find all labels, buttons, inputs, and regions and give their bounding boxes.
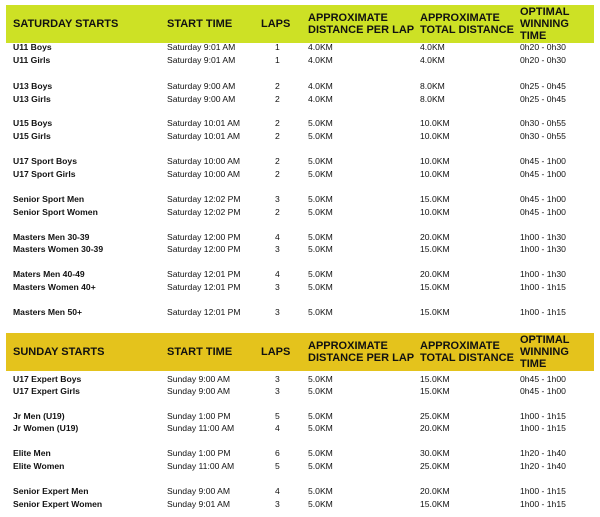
laps-cell: 4 — [275, 232, 280, 242]
total-distance-cell: 10.0KM — [420, 118, 450, 128]
laps-cell: 2 — [275, 156, 280, 166]
distance-per-lap-cell: 4.0KM — [308, 42, 333, 52]
total-distance-cell: 25.0KM — [420, 411, 450, 421]
start-time-cell: Saturday 12:01 PM — [167, 269, 241, 279]
category-cell: U13 Boys — [13, 81, 53, 91]
total-distance-cell: 15.0KM — [420, 244, 450, 254]
laps-cell: 2 — [275, 94, 280, 104]
distance-per-lap-cell: 5.0KM — [308, 282, 333, 292]
distance-per-lap-cell: 5.0KM — [308, 131, 333, 141]
laps-cell: 3 — [275, 244, 280, 254]
total-distance-cell: 15.0KM — [420, 499, 450, 509]
table-row — [0, 385, 600, 397]
sunday-starts-heading: SUNDAY STARTS — [13, 346, 105, 358]
category-cell: Masters Men 50+ — [13, 307, 83, 317]
start-time-cell: Sunday 11:00 AM — [167, 423, 235, 433]
table-row — [0, 193, 600, 205]
start-time-cell: Saturday 9:01 AM — [167, 42, 236, 52]
total-distance-cell: 8.0KM — [420, 94, 445, 104]
winning-time-cell: 0h45 - 1h00 — [520, 374, 566, 384]
distance-per-lap-cell: 5.0KM — [308, 411, 333, 421]
category-cell: U11 Girls — [13, 55, 51, 65]
winning-time-cell: 0h45 - 1h00 — [520, 386, 566, 396]
start-time-cell: Sunday 9:01 AM — [167, 499, 231, 509]
category-cell: U15 Boys — [13, 118, 53, 128]
winning-time-cell: 1h00 - 1h15 — [520, 282, 566, 292]
laps-cell: 4 — [275, 486, 280, 496]
sunday-header-bar — [6, 333, 594, 371]
start-time-cell: Sunday 11:00 AM — [167, 461, 235, 471]
total-distance-cell: 20.0KM — [420, 486, 450, 496]
total-distance-cell: 15.0KM — [420, 194, 450, 204]
total-distance-cell: 15.0KM — [420, 386, 450, 396]
winning-time-cell: 0h30 - 0h55 — [520, 118, 566, 128]
table-row — [0, 268, 600, 280]
start-time-cell: Saturday 10:00 AM — [167, 169, 241, 179]
laps-cell: 1 — [275, 42, 280, 52]
total-distance-cell: 20.0KM — [420, 232, 450, 242]
laps-cell: 3 — [275, 374, 280, 384]
table-row — [0, 155, 600, 167]
start-time-cell: Saturday 9:00 AM — [167, 81, 236, 91]
start-time-cell: Saturday 10:01 AM — [167, 131, 241, 141]
start-time-cell: Sunday 9:00 AM — [167, 386, 231, 396]
distance-per-lap-heading: APPROXIMATE DISTANCE PER LAP — [308, 340, 415, 364]
category-cell: U17 Sport Girls — [13, 169, 76, 179]
saturday-header-bar — [6, 5, 594, 43]
winning-time-cell: 1h20 - 1h40 — [520, 461, 566, 471]
distance-per-lap-cell: 4.0KM — [308, 94, 333, 104]
distance-per-lap-cell: 5.0KM — [308, 499, 333, 509]
category-cell: Masters Women 30-39 — [13, 244, 104, 254]
distance-per-lap-cell: 5.0KM — [308, 374, 333, 384]
table-row — [0, 243, 600, 255]
total-distance-cell: 10.0KM — [420, 131, 450, 141]
table-row — [0, 206, 600, 218]
start-time-cell: Saturday 12:01 PM — [167, 307, 241, 317]
total-distance-cell: 20.0KM — [420, 423, 450, 433]
distance-per-lap-cell: 5.0KM — [308, 486, 333, 496]
total-distance-cell: 8.0KM — [420, 81, 445, 91]
category-cell: Maters Men 40-49 — [13, 269, 85, 279]
winning-time-cell: 1h00 - 1h15 — [520, 499, 566, 509]
category-cell: Senior Expert Women — [13, 499, 103, 509]
laps-cell: 3 — [275, 282, 280, 292]
total-distance-heading: APPROXIMATE TOTAL DISTANCE — [420, 12, 514, 36]
category-cell: Senior Sport Men — [13, 194, 85, 204]
table-row — [0, 80, 600, 92]
distance-per-lap-cell: 5.0KM — [308, 169, 333, 179]
distance-per-lap-cell: 5.0KM — [308, 156, 333, 166]
start-time-heading: START TIME — [167, 346, 233, 358]
laps-cell: 5 — [275, 411, 280, 421]
start-time-cell: Saturday 10:00 AM — [167, 156, 241, 166]
category-cell: U13 Girls — [13, 94, 51, 104]
category-cell: Jr Men (U19) — [13, 411, 65, 421]
category-cell: U11 Boys — [13, 42, 52, 52]
start-time-cell: Saturday 12:02 PM — [167, 207, 241, 217]
winning-time-cell: 0h20 - 0h30 — [520, 42, 566, 52]
winning-time-cell: 1h20 - 1h40 — [520, 448, 566, 458]
category-cell: U15 Girls — [13, 131, 51, 141]
table-row — [0, 281, 600, 293]
laps-cell: 2 — [275, 207, 280, 217]
table-row — [0, 117, 600, 129]
distance-per-lap-cell: 5.0KM — [308, 307, 333, 317]
start-time-cell: Sunday 1:00 PM — [167, 448, 231, 458]
total-distance-cell: 4.0KM — [420, 42, 445, 52]
total-distance-cell: 15.0KM — [420, 307, 450, 317]
start-time-cell: Saturday 12:00 PM — [167, 232, 241, 242]
distance-per-lap-cell: 5.0KM — [308, 232, 333, 242]
winning-time-cell: 1h00 - 1h15 — [520, 423, 566, 433]
winning-time-cell: 1h00 - 1h30 — [520, 232, 566, 242]
table-row — [0, 168, 600, 180]
saturday-starts-heading: SATURDAY STARTS — [13, 18, 119, 30]
winning-time-cell: 0h20 - 0h30 — [520, 55, 566, 65]
table-row — [0, 54, 600, 66]
laps-cell: 3 — [275, 499, 280, 509]
laps-cell: 2 — [275, 81, 280, 91]
winning-time-cell: 0h45 - 1h00 — [520, 169, 566, 179]
distance-per-lap-cell: 5.0KM — [308, 269, 333, 279]
total-distance-cell: 15.0KM — [420, 374, 450, 384]
laps-cell: 3 — [275, 307, 280, 317]
table-row — [0, 41, 600, 53]
laps-heading: LAPS — [261, 346, 291, 358]
category-cell: Masters Men 30-39 — [13, 232, 90, 242]
distance-per-lap-cell: 5.0KM — [308, 386, 333, 396]
category-cell: Senior Expert Men — [13, 486, 89, 496]
winning-time-cell: 1h00 - 1h15 — [520, 307, 566, 317]
total-distance-cell: 20.0KM — [420, 269, 450, 279]
winning-time-heading: OPTIMAL WINNING TIME — [520, 6, 570, 42]
category-cell: Elite Women — [13, 461, 65, 471]
laps-cell: 4 — [275, 269, 280, 279]
winning-time-cell: 0h25 - 0h45 — [520, 81, 566, 91]
start-time-cell: Saturday 10:01 AM — [167, 118, 241, 128]
category-cell: U17 Expert Boys — [13, 374, 82, 384]
start-time-heading: START TIME — [167, 18, 233, 30]
table-row — [0, 460, 600, 472]
winning-time-cell: 0h45 - 1h00 — [520, 207, 566, 217]
total-distance-cell: 10.0KM — [420, 207, 450, 217]
start-time-cell: Saturday 12:00 PM — [167, 244, 241, 254]
total-distance-cell: 30.0KM — [420, 448, 450, 458]
distance-per-lap-cell: 4.0KM — [308, 55, 333, 65]
total-distance-cell: 25.0KM — [420, 461, 450, 471]
laps-cell: 3 — [275, 194, 280, 204]
table-row — [0, 410, 600, 422]
laps-cell: 2 — [275, 118, 280, 128]
total-distance-cell: 10.0KM — [420, 156, 450, 166]
winning-time-cell: 1h00 - 1h30 — [520, 244, 566, 254]
distance-per-lap-cell: 4.0KM — [308, 81, 333, 91]
category-cell: Senior Sport Women — [13, 207, 98, 217]
laps-cell: 2 — [275, 169, 280, 179]
start-time-cell: Sunday 1:00 PM — [167, 411, 231, 421]
laps-cell: 2 — [275, 131, 280, 141]
start-time-cell: Saturday 12:01 PM — [167, 282, 241, 292]
distance-per-lap-cell: 5.0KM — [308, 194, 333, 204]
total-distance-cell: 4.0KM — [420, 55, 445, 65]
distance-per-lap-heading: APPROXIMATE DISTANCE PER LAP — [308, 12, 415, 36]
table-row — [0, 498, 600, 510]
table-row — [0, 130, 600, 142]
start-time-cell: Saturday 12:02 PM — [167, 194, 241, 204]
laps-heading: LAPS — [261, 18, 291, 30]
laps-cell: 1 — [275, 55, 280, 65]
winning-time-cell: 1h00 - 1h30 — [520, 269, 566, 279]
winning-time-cell: 1h00 - 1h15 — [520, 411, 566, 421]
distance-per-lap-cell: 5.0KM — [308, 461, 333, 471]
total-distance-heading: APPROXIMATE TOTAL DISTANCE — [420, 340, 514, 364]
category-cell: Masters Women 40+ — [13, 282, 96, 292]
winning-time-cell: 0h30 - 0h55 — [520, 131, 566, 141]
winning-time-cell: 0h45 - 1h00 — [520, 194, 566, 204]
distance-per-lap-cell: 5.0KM — [308, 207, 333, 217]
start-time-cell: Sunday 9:00 AM — [167, 486, 231, 496]
distance-per-lap-cell: 5.0KM — [308, 244, 333, 254]
table-row — [0, 231, 600, 243]
laps-cell: 6 — [275, 448, 280, 458]
laps-cell: 5 — [275, 461, 280, 471]
winning-time-cell: 1h00 - 1h15 — [520, 486, 566, 496]
winning-time-cell: 0h25 - 0h45 — [520, 94, 566, 104]
table-row — [0, 447, 600, 459]
distance-per-lap-cell: 5.0KM — [308, 448, 333, 458]
table-row — [0, 373, 600, 385]
start-time-cell: Saturday 9:01 AM — [167, 55, 236, 65]
table-row — [0, 485, 600, 497]
distance-per-lap-cell: 5.0KM — [308, 118, 333, 128]
table-row — [0, 306, 600, 318]
start-time-cell: Saturday 9:00 AM — [167, 94, 236, 104]
total-distance-cell: 15.0KM — [420, 282, 450, 292]
category-cell: Elite Men — [13, 448, 51, 458]
category-cell: Jr Women (U19) — [13, 423, 79, 433]
table-row — [0, 93, 600, 105]
category-cell: U17 Expert Girls — [13, 386, 80, 396]
laps-cell: 4 — [275, 423, 280, 433]
laps-cell: 3 — [275, 386, 280, 396]
distance-per-lap-cell: 5.0KM — [308, 423, 333, 433]
category-cell: U17 Sport Boys — [13, 156, 77, 166]
table-row — [0, 422, 600, 434]
start-time-cell: Sunday 9:00 AM — [167, 374, 231, 384]
total-distance-cell: 10.0KM — [420, 169, 450, 179]
winning-time-heading: OPTIMAL WINNING TIME — [520, 334, 570, 370]
winning-time-cell: 0h45 - 1h00 — [520, 156, 566, 166]
